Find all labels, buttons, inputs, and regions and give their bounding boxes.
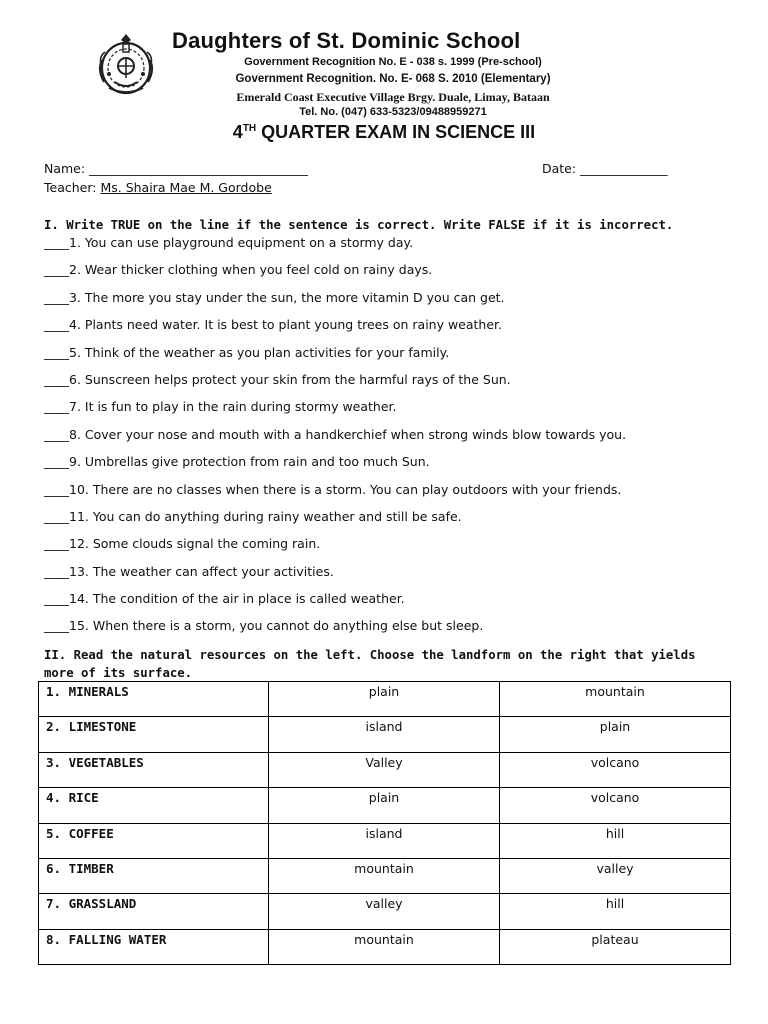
list-item[interactable]: ____13. The weather can affect your activities. (44, 563, 334, 579)
option-b-cell[interactable]: volcano (500, 752, 731, 787)
option-a-cell[interactable]: mountain (269, 929, 500, 964)
school-telephone: Tel. No. (047) 633-5323/09488959271 (299, 106, 487, 118)
list-item[interactable]: ____2. Wear thicker clothing when you feel cold on rainy days. (44, 262, 433, 278)
table-row (39, 682, 731, 717)
table-row (39, 858, 731, 893)
resource-cell: 4. RICE (39, 788, 269, 823)
teacher-field (44, 180, 272, 195)
part1-items (44, 234, 626, 645)
school-seal-icon (95, 30, 157, 96)
list-item[interactable]: ____8. Cover your nose and mouth with a handkerchief when strong winds blow towards you. (44, 426, 627, 442)
part2-instruction: II. Read the natural resources on the left. Choose the landform on the right that yields more of its surface. (44, 648, 696, 680)
table-row (39, 823, 731, 858)
resource-cell: 5. COFFEE (39, 823, 269, 858)
list-item[interactable]: ____7. It is fun to play in the rain during stormy weather. (44, 399, 397, 415)
date-field[interactable] (542, 161, 668, 176)
option-b-cell[interactable]: plain (500, 717, 731, 752)
list-item[interactable]: ____4. Plants need water. It is best to plant young trees on rainy weather. (44, 317, 503, 333)
table-row (39, 717, 731, 752)
list-item[interactable]: ____10. There are no classes when there is a storm. You can play outdoors with your friends. (44, 481, 622, 497)
option-a-cell[interactable]: mountain (269, 858, 500, 893)
resource-cell: 1. MINERALS (39, 682, 269, 717)
list-item[interactable]: ____12. Some clouds signal the coming rain. (44, 536, 321, 552)
option-a-cell[interactable]: island (269, 717, 500, 752)
exam-title (0, 122, 768, 143)
option-b-cell[interactable]: hill (500, 823, 731, 858)
resource-cell: 3. VEGETABLES (39, 752, 269, 787)
teacher-label: Teacher: (44, 180, 101, 195)
exam-title-rest: QUARTER EXAM IN SCIENCE III (256, 122, 536, 142)
name-blank[interactable]: ___________________________________ (89, 161, 308, 176)
table-row (39, 894, 731, 929)
option-b-cell[interactable]: volcano (500, 788, 731, 823)
list-item[interactable]: ____1. You can use playground equipment on a stormy day. (44, 235, 414, 250)
list-item[interactable]: ____15. When there is a storm, you cannot do anything else but sleep. (44, 618, 484, 634)
resource-table (38, 681, 731, 965)
option-b-cell[interactable]: plateau (500, 929, 731, 964)
resource-cell: 6. TIMBER (39, 858, 269, 893)
resource-cell: 7. GRASSLAND (39, 894, 269, 929)
list-item[interactable]: ____3. The more you stay under the sun, the more vitamin D you can get. (44, 289, 505, 305)
list-item[interactable]: ____6. Sunscreen helps protect your skin from the harmful rays of the Sun. (44, 371, 511, 387)
date-blank[interactable]: ______________ (580, 161, 668, 176)
option-b-cell[interactable]: hill (500, 894, 731, 929)
name-label: Name: (44, 161, 90, 176)
name-field[interactable] (44, 161, 308, 176)
table-row (39, 929, 731, 964)
resource-cell: 8. FALLING WATER (39, 929, 269, 964)
option-b-cell[interactable]: valley (500, 858, 731, 893)
school-address: Emerald Coast Executive Village Brgy. Duale, Limay, Bataan (236, 90, 550, 104)
school-name: Daughters of St. Dominic School (172, 28, 521, 53)
option-a-cell[interactable]: plain (269, 682, 500, 717)
teacher-name: Ms. Shaira Mae M. Gordobe (100, 180, 272, 195)
exam-title-quarter: 4 (232, 122, 243, 142)
table-row (39, 752, 731, 787)
option-a-cell[interactable]: island (269, 823, 500, 858)
list-item[interactable]: ____14. The condition of the air in place is called weather. (44, 591, 405, 607)
option-a-cell[interactable]: Valley (269, 752, 500, 787)
list-item[interactable]: ____5. Think of the weather as you plan activities for your family. (44, 344, 450, 360)
option-b-cell[interactable]: mountain (500, 682, 731, 717)
list-item[interactable]: ____9. Umbrellas give protection from rain and too much Sun. (44, 454, 430, 470)
recognition-preschool: Government Recognition No. E - 038 s. 1999 (Pre-school) (244, 56, 542, 68)
list-item[interactable]: ____11. You can do anything during rainy weather and still be safe. (44, 508, 462, 524)
date-label: Date: (542, 161, 581, 176)
resource-cell: 2. LIMESTONE (39, 717, 269, 752)
option-a-cell[interactable]: valley (269, 894, 500, 929)
part1-instruction: I. Write TRUE on the line if the sentence is correct. Write FALSE if it is incorrect. (44, 218, 674, 232)
recognition-elementary: Government Recognition. No. E- 068 S. 2010 (Elementary) (235, 73, 551, 85)
option-a-cell[interactable]: plain (269, 788, 500, 823)
exam-title-superscript: TH (242, 123, 257, 134)
table-row (39, 788, 731, 823)
